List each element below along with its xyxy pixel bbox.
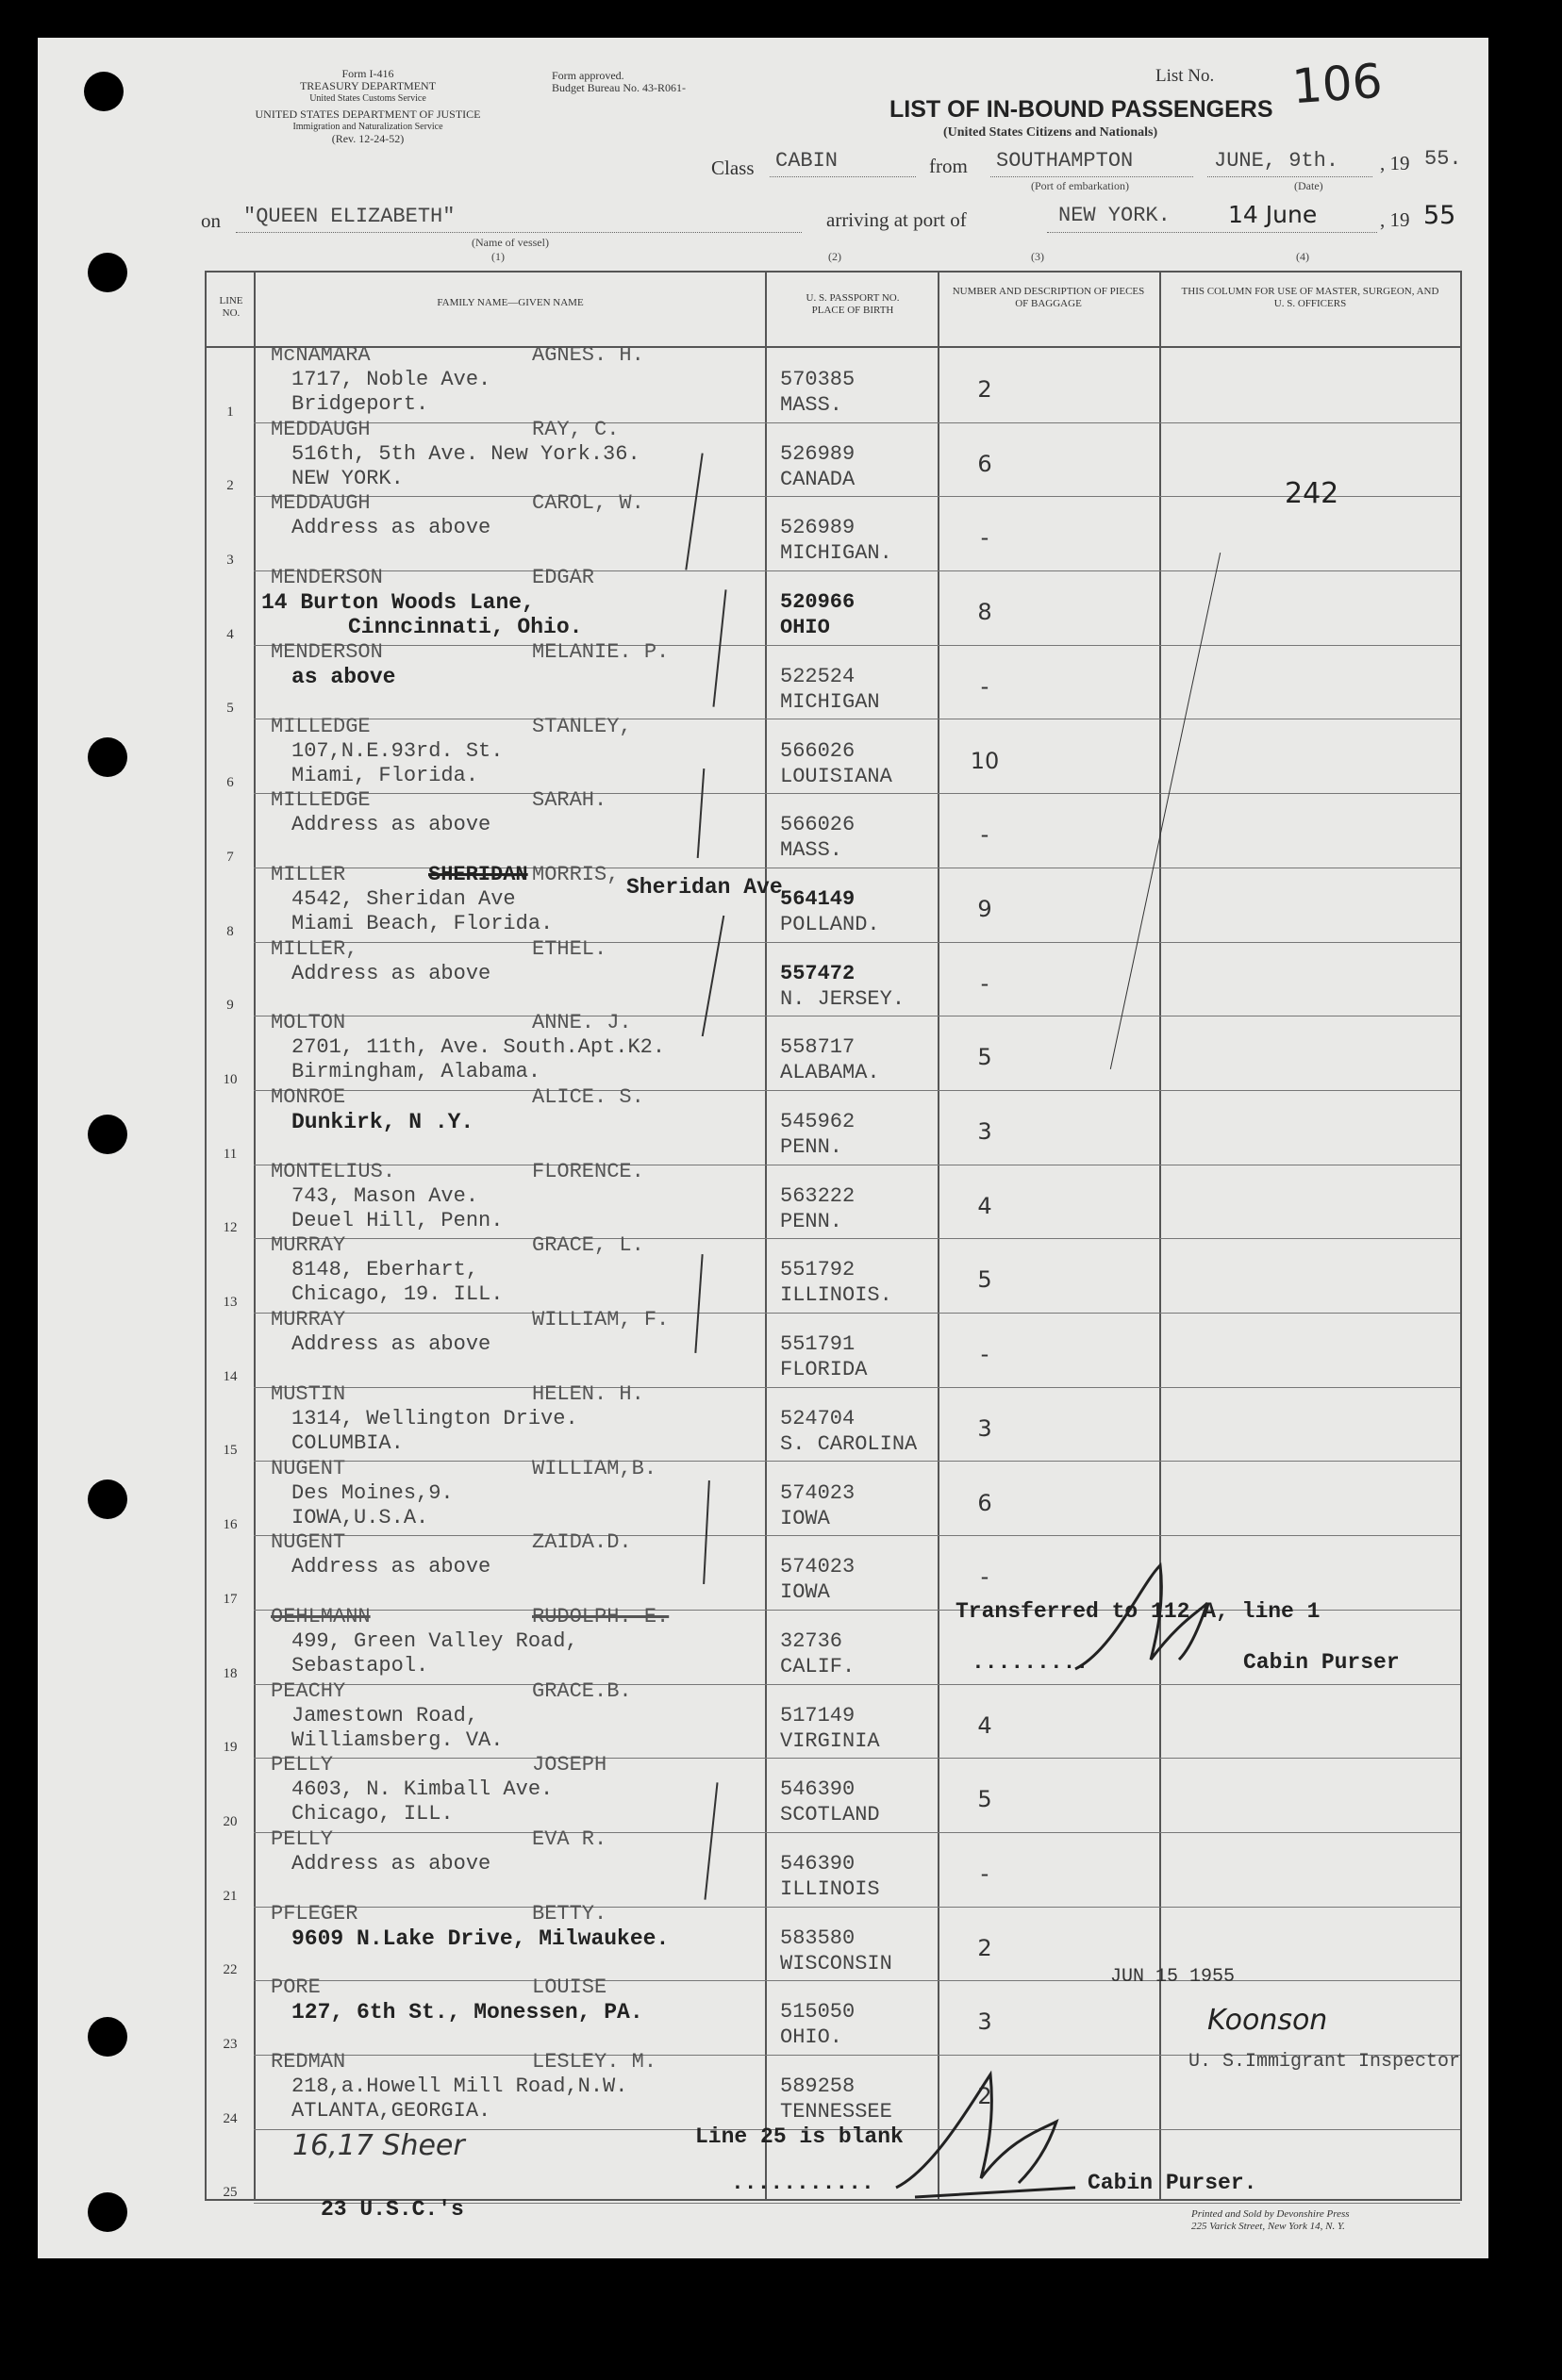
family-name: MILLER [271,862,346,886]
punch-hole [88,737,127,777]
passport-number: 551792 [780,1258,856,1282]
family-name: PFLEGER [271,1901,358,1925]
table-row [207,1381,1460,1462]
given-name: WILLIAM, F. [532,1308,670,1332]
on-label: on [201,209,221,232]
baggage-count: 5 [977,1786,992,1813]
printer-line-2: 225 Varick Street, New York 14, N. Y. [1191,2221,1345,2232]
address-line-1: Address as above [291,1852,491,1876]
date-caption: (Date) [1294,179,1323,192]
form-info-block [198,68,538,145]
arriving-label: arriving at port of [826,208,967,231]
place-of-birth: PENN. [780,1209,843,1233]
table-row [207,639,1460,719]
baggage-count: 4 [977,1711,992,1739]
place-of-birth: CANADA [780,467,856,491]
family-name: MENDERSON [271,566,383,590]
given-name: JOSEPH [532,1753,607,1777]
justice-dept: UNITED STATES DEPARTMENT OF JUSTICE [255,107,481,121]
passport-number: 558717 [780,1035,856,1060]
given-name: AGNES. H. [532,343,644,367]
passport-number: 566026 [780,738,856,763]
line-number: 19 [223,1740,238,1756]
passport-number: 526989 [780,441,856,466]
inspector-signature: Koonson [1207,2004,1328,2037]
baggage-count: 6 [977,450,992,477]
header-officers: THIS COLUMN FOR USE OF MASTER, SURGEON, AND U. S. OFFICERS [1181,286,1439,309]
given-name: ANNE. J. [532,1011,632,1035]
place-of-birth: POLLAND. [780,912,880,936]
table-row [207,1678,1460,1759]
baggage-count: 10 [970,747,1000,774]
family-name: PELLY [271,1753,334,1777]
line-number: 8 [226,923,234,939]
passport-number: 546390 [780,1777,856,1802]
address-line-1: 8148, Eberhart, [291,1258,479,1282]
place-of-birth: TENNESSEE [780,2100,892,2124]
form-approved-block [552,70,740,94]
passport-number: 517149 [780,1703,856,1727]
family-name: MILLER, [271,936,358,961]
place-of-birth: IOWA [780,1506,830,1530]
baggage-count: 8 [977,599,992,626]
baggage-count: 2 [977,376,992,403]
form-number: Form I-416 [341,67,394,80]
given-name: ZAIDA.D. [532,1530,632,1555]
place-of-birth: OHIO. [780,2025,843,2050]
table-row [207,1901,1460,1981]
line-number: 18 [223,1665,238,1681]
given-name: CAROL, W. [532,491,644,516]
passport-number: 566026 [780,813,856,837]
date-value: JUNE, 9th. [1214,149,1339,173]
line-number: 15 [223,1443,238,1459]
place-of-birth: MICHIGAN [780,689,880,714]
given-name: BETTY. [532,1901,607,1925]
given-name: SARAH. [532,788,607,813]
arrival-year: 55 [1423,201,1456,230]
address-line-1: Address as above [291,516,491,540]
place-of-birth: ILLINOIS. [780,1283,892,1308]
table-row [207,788,1460,868]
family-name: MONROE [271,1085,346,1109]
passport-number: 574023 [780,1555,856,1579]
place-of-birth: LOUISIANA [780,764,892,788]
baggage-count: - [980,672,989,700]
baggage-count: 4 [977,1192,992,1219]
address-line-2: Chicago, 19. ILL. [291,1282,504,1307]
line-number: 4 [226,626,234,642]
address-line-1: Address as above [291,961,491,985]
family-name: MILLEDGE [271,714,371,738]
family-name: McNAMARA [271,343,371,367]
address-line-1: 516th, 5th Ave. New York.36. [291,441,640,466]
given-name: ETHEL. [532,936,607,961]
form-approved: Form approved. [552,69,624,82]
address-line-1: Des Moines,9. [291,1480,454,1505]
line-number: 7 [226,849,234,865]
total-count: 23 U.S.C.'s [321,2197,464,2222]
given-name: FLORENCE. [532,1159,644,1183]
family-name: MILLEDGE [271,788,371,813]
address-line-1: 4603, N. Kimball Ave. [291,1777,554,1802]
place-of-birth: WISCONSIN [780,1951,892,1975]
passport-number: 522524 [780,664,856,688]
address-line-1: 127, 6th St., Monessen, PA. [291,2000,643,2025]
address-line-2: IOWA,U.S.A. [291,1505,429,1529]
passport-number: 524704 [780,1406,856,1430]
line-number: 17 [223,1591,238,1607]
address-line-2: Cinncinnati, Ohio. [348,615,583,640]
header-name: FAMILY NAME—GIVEN NAME [437,297,584,308]
family-name: MUSTIN [271,1381,346,1406]
address-line-1: 499, Green Valley Road, [291,1628,578,1653]
passport-number: 570385 [780,368,856,391]
family-name: PEACHY [271,1678,346,1703]
baggage-count: 3 [977,1414,992,1442]
place-of-birth: FLORIDA [780,1358,868,1382]
table-row [207,1085,1460,1165]
margin-note: 16,17 Sheer [292,2129,465,2162]
family-name: MOLTON [271,1011,346,1035]
baggage-count: 3 [977,1118,992,1145]
table-row [207,1456,1460,1536]
place-of-birth: SCOTLAND [780,1803,880,1827]
line-number: 16 [223,1517,238,1533]
baggage-count: 3 [977,2008,992,2036]
baggage-count: 2 [977,2083,992,2110]
table-row [207,714,1460,794]
punch-hole [88,1115,127,1154]
baggage-count: - [980,1860,989,1887]
family-name: NUGENT [271,1456,346,1480]
vessel-caption: (Name of vessel) [472,236,549,249]
stamp-date: JUN 15 1955 [1110,1966,1236,1988]
given-name: MELANIE. P. [532,639,670,664]
line-number: 20 [223,1813,238,1829]
manifest-page [38,38,1488,2258]
purser-signature-bottom [877,2056,1104,2216]
address-line-2: ATLANTA,GEORGIA. [291,2099,491,2124]
place-of-birth: VIRGINIA [780,1728,880,1753]
address-correction: Sheridan Ave [626,874,783,900]
passport-number: 551791 [780,1332,856,1357]
table-row [207,1827,1460,1907]
arrival-port: NEW YORK. [1058,204,1171,227]
place-of-birth: ILLINOIS [780,1877,880,1901]
table-row [207,343,1460,422]
place-of-birth: MICHIGAN. [780,541,892,566]
table-row [207,566,1460,645]
purser-dots: ......... [972,1650,1089,1675]
address-line-1: 743, Mason Ave. [291,1183,479,1208]
passport-number: 564149 [780,886,856,911]
line25-note: Line 25 is blank [695,2124,904,2149]
given-name: EVA R. [532,1827,607,1851]
line-number: 21 [223,1888,238,1904]
line-number: 2 [226,478,234,494]
given-name: GRACE, L. [532,1233,644,1258]
given-name: STANLEY, [532,714,632,738]
page-title: LIST OF IN-BOUND PASSENGERS [889,96,1273,123]
family-name: REDMAN [271,2050,346,2074]
line-number: 9 [226,998,234,1014]
address-line-2: Deuel Hill, Penn. [291,1208,504,1232]
address-line-2: Miami, Florida. [291,763,479,787]
given-name: LOUISE [532,1975,607,2000]
class-value: CABIN [775,149,839,173]
line-number: 23 [223,2037,238,2053]
list-no-label: List No. [1155,66,1215,86]
revision: (Rev. 12-24-52) [331,132,405,145]
punch-hole [88,2192,127,2232]
address-line-1: as above [291,664,396,689]
address-line-2: Chicago, ILL. [291,1802,454,1826]
line-number: 10 [223,1071,238,1087]
address-line-2: Sebastapol. [291,1653,429,1678]
table-row [207,862,1460,942]
address-line-1: Address as above [291,1555,491,1579]
ins: Immigration and Naturalization Service [292,122,443,132]
address-line-1: 107,N.E.93rd. St. [291,738,504,763]
passenger-table [205,271,1462,2201]
inspector-title: U. S.Immigrant Inspector [1188,2051,1461,2073]
passport-number: 515050 [780,2000,856,2025]
line-number: 22 [223,1962,238,1978]
address-line-2: COLUMBIA. [291,1430,404,1455]
table-row [207,1308,1460,1387]
family-name: MEDDAUGH [271,417,371,441]
address-line-1: Jamestown Road, [291,1703,479,1727]
header-passport: U. S. PASSPORT NO. PLACE OF BIRTH [806,292,900,316]
family-name: PORE [271,1975,321,2000]
place-of-birth: S. CAROLINA [780,1431,918,1456]
passport-number: 589258 [780,2074,856,2099]
address-line-1: 1717, Noble Ave. [291,368,491,391]
family-name: MENDERSON [271,639,383,664]
given-name: EDGAR [532,566,595,590]
transferred-note: Transferred to 112 A, line 1 [955,1599,1321,1624]
baggage-count: - [980,1341,989,1368]
header-line-no: LINE NO. [219,295,243,319]
header-baggage: NUMBER AND DESCRIPTION OF PIECES OF BAGGAGE [952,286,1145,309]
address-line-1: Address as above [291,813,491,837]
given-name: MORRIS, [532,862,620,886]
arrival-year-prefix: , 19 [1380,208,1410,231]
baggage-count: - [980,969,989,997]
address-line-1: 218,a.Howell Mill Road,N.W. [291,2074,628,2099]
year-prefix: , 19 [1380,152,1410,174]
address-line-1: 4542, Sheridan Ave [291,886,516,911]
given-name: HELEN. H. [532,1381,644,1406]
given-name: WILLIAM,B. [532,1456,657,1480]
printer-line-1: Printed and Sold by Devonshire Press [1191,2208,1350,2220]
address-line-2: Bridgeport. [291,392,429,416]
given-name: RUDOLPH. E. [532,1604,670,1628]
family-name: MEDDAUGH [271,491,371,516]
passport-number: 32736 [780,1628,843,1653]
line-number: 13 [223,1295,238,1311]
year-value: 55. [1424,147,1462,171]
line-number: 25 [223,2185,238,2201]
address-line-1: Dunkirk, N .Y. [291,1110,474,1134]
family-name: PELLY [271,1827,334,1851]
passport-number: 545962 [780,1110,856,1133]
from-value: SOUTHAMPTON [996,149,1134,173]
table-row [207,417,1460,497]
port-embark-caption: (Port of embarkation) [1031,179,1129,192]
passport-number: 563222 [780,1183,856,1208]
place-of-birth: N. JERSEY. [780,986,906,1011]
line-number: 3 [226,553,234,569]
customs-service: United States Customs Service [309,93,426,104]
line-number: 6 [226,775,234,791]
list-no-value: 106 [1290,53,1385,115]
class-label: Class [711,157,755,179]
table-row [207,1233,1460,1313]
passport-number: 583580 [780,1925,856,1950]
purser-signature [1056,1546,1245,1697]
family-name: MURRAY [271,1233,346,1258]
punch-hole [88,253,127,292]
table-row [207,1753,1460,1832]
baggage-count: 2 [977,1934,992,1961]
address-line-1: 1314, Wellington Drive. [291,1406,578,1430]
line-number: 24 [223,2110,238,2126]
budget-bureau: Budget Bureau No. 43-R061- [552,81,686,94]
address-line-2: Williamsberg. VA. [291,1727,504,1752]
family-name: OEHLMANN [271,1604,371,1628]
caption-2: (2) [828,250,841,263]
given-name: RAY, C. [532,417,620,441]
bottom-cabin-purser: Cabin Purser. [1088,2171,1257,2195]
baggage-count: 9 [977,895,992,922]
punch-hole [88,2017,127,2057]
family-name: MONTELIUS. [271,1159,396,1183]
address-line-2: NEW YORK. [291,466,404,490]
passport-number: 557472 [780,961,856,985]
officer-mark: 242 [1285,477,1339,510]
page-subtitle: (United States Citizens and Nationals) [943,125,1158,140]
punch-hole [84,72,124,111]
address-line-1: 9609 N.Lake Drive, Milwaukee. [291,1925,670,1951]
punch-hole [88,1479,127,1519]
place-of-birth: MASS. [780,393,843,417]
baggage-count: - [980,524,989,552]
given-name: ALICE. S. [532,1085,644,1109]
place-of-birth: PENN. [780,1135,843,1159]
baggage-count: 5 [977,1044,992,1071]
baggage-count: 6 [977,1489,992,1516]
place-of-birth: CALIF. [780,1654,856,1678]
arrival-date: 14 June [1228,201,1318,228]
given-name: LESLEY. M. [532,2050,657,2074]
line-number: 12 [223,1220,238,1236]
place-of-birth: IOWA [780,1580,830,1605]
baggage-count: - [980,1563,989,1591]
address-line-1: 2701, 11th, Ave. South.Apt.K2. [291,1035,666,1060]
line-number: 14 [223,1368,238,1384]
family-name: NUGENT [271,1530,346,1555]
line-number: 1 [226,404,234,420]
vessel-name: "QUEEN ELIZABETH" [243,205,456,228]
family-name: MURRAY [271,1308,346,1332]
caption-1: (1) [491,250,505,263]
address-line-1: 14 Burton Woods Lane, [261,590,535,616]
bottom-dots: ........... [731,2171,874,2195]
line-number: 5 [226,701,234,717]
passport-number: 574023 [780,1480,856,1505]
table-row [207,1159,1460,1239]
treasury-dept: TREASURY DEPARTMENT [299,79,437,92]
place-of-birth: ALABAMA. [780,1061,880,1085]
baggage-count: 5 [977,1266,992,1294]
passport-number: 546390 [780,1852,856,1876]
line-number: 11 [223,1146,238,1162]
address-line-2: Birmingham, Alabama. [291,1060,541,1084]
given-name: GRACE.B. [532,1678,632,1703]
table-row [207,1011,1460,1090]
from-label: from [929,155,968,177]
struck-name: SHERIDAN [428,862,528,886]
place-of-birth: OHIO [780,616,830,640]
passport-number: 520966 [780,590,856,615]
table-row [207,936,1460,1016]
address-line-2: Miami Beach, Florida. [291,911,554,935]
cabin-purser-label: Cabin Purser [1243,1650,1400,1675]
caption-4: (4) [1296,250,1309,263]
caption-3: (3) [1031,250,1044,263]
address-line-1: Address as above [291,1332,491,1357]
place-of-birth: MASS. [780,838,843,863]
passport-number: 526989 [780,516,856,540]
baggage-count: - [980,821,989,849]
